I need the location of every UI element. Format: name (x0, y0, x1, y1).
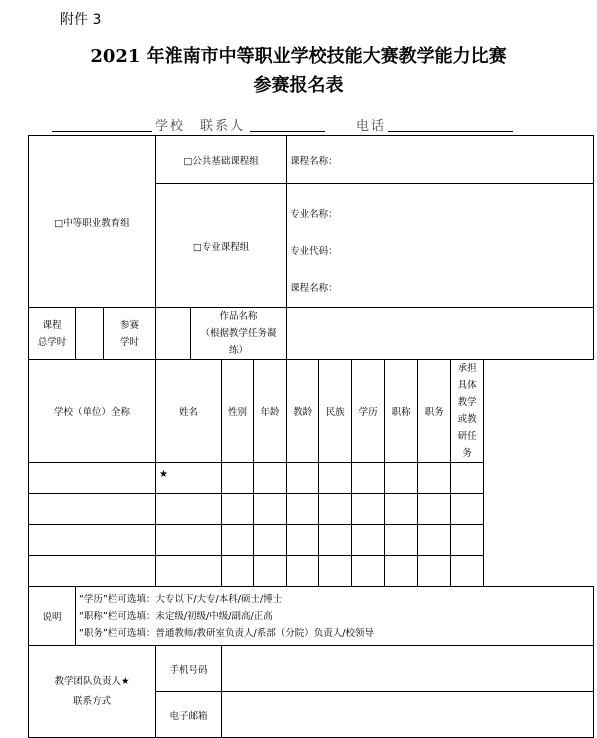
contact-label: 联系人 (200, 119, 246, 134)
notes-content (76, 587, 594, 646)
total-hours-label: 课程 总学时 (29, 308, 76, 360)
form-subtitle: 参赛报名表 (253, 75, 344, 96)
contact-fill-line[interactable] (250, 131, 325, 132)
table-row (29, 494, 594, 525)
email-value[interactable] (222, 692, 594, 738)
entry-hours-value[interactable] (156, 308, 191, 360)
email-label: 电子邮箱 (156, 692, 222, 738)
phone-fill-line[interactable] (388, 131, 513, 132)
professional-course-option[interactable]: □专业课程组 (156, 184, 287, 308)
mobile-value[interactable] (222, 646, 594, 692)
col-title: 职称 (385, 360, 418, 463)
attachment-label: 附件 3 (60, 12, 102, 28)
public-course-option[interactable]: □公共基础课程组 (156, 136, 287, 184)
col-task: 承担具体 教学或教研任务 (451, 360, 484, 463)
total-hours-value[interactable] (76, 308, 104, 360)
col-name: 姓名 (156, 360, 222, 463)
note-title: “职称”栏可选填：未定级/初级/中级/副高/正高 (79, 610, 273, 622)
mobile-label: 手机号码 (156, 646, 222, 692)
entry-hours-label: 参赛 学时 (104, 308, 156, 360)
col-gender: 性别 (222, 360, 254, 463)
phone-label: 电话 (356, 119, 387, 134)
registration-table (28, 135, 594, 738)
leader-star-cell[interactable] (156, 463, 222, 494)
col-teaching-years: 教龄 (287, 360, 319, 463)
note-position: “职务”栏可选填：普通教师/教研室负责人/系部（分院）负责人/校领导 (79, 627, 374, 639)
star-icon: ★ (159, 469, 168, 480)
note-education: “学历”栏可选填：大专以下/大专/本科/硕士/博士 (79, 593, 283, 605)
work-name-label: 作品名称 （根据教学任务凝练） (191, 308, 287, 360)
professional-course-fields[interactable] (287, 184, 594, 308)
col-school: 学校（单位）全称 (29, 360, 156, 463)
col-ethnicity: 民族 (319, 360, 352, 463)
major-name-field[interactable]: 专业名称： (290, 209, 338, 220)
form-title: 2021 年淮南市中等职业学校技能大赛教学能力比赛 (90, 46, 507, 67)
table-row (29, 556, 594, 587)
leader-contact-label: 教学团队负责人★ 联系方式 (29, 646, 156, 738)
col-age: 年龄 (254, 360, 287, 463)
table-row (29, 463, 594, 494)
work-name-value[interactable] (287, 308, 594, 360)
col-position: 职务 (418, 360, 451, 463)
table-row (29, 525, 594, 556)
major-code-field[interactable]: 专业代码： (290, 246, 338, 257)
col-education: 学历 (352, 360, 385, 463)
category-main-group[interactable]: □中等职业教育组 (29, 136, 156, 308)
course-name-field[interactable]: 课程名称： (290, 283, 338, 294)
public-course-name[interactable]: 课程名称： (287, 136, 594, 184)
notes-label: 说明 (29, 587, 76, 646)
school-label: 学校 (155, 119, 186, 134)
school-fill-line[interactable] (52, 131, 152, 132)
